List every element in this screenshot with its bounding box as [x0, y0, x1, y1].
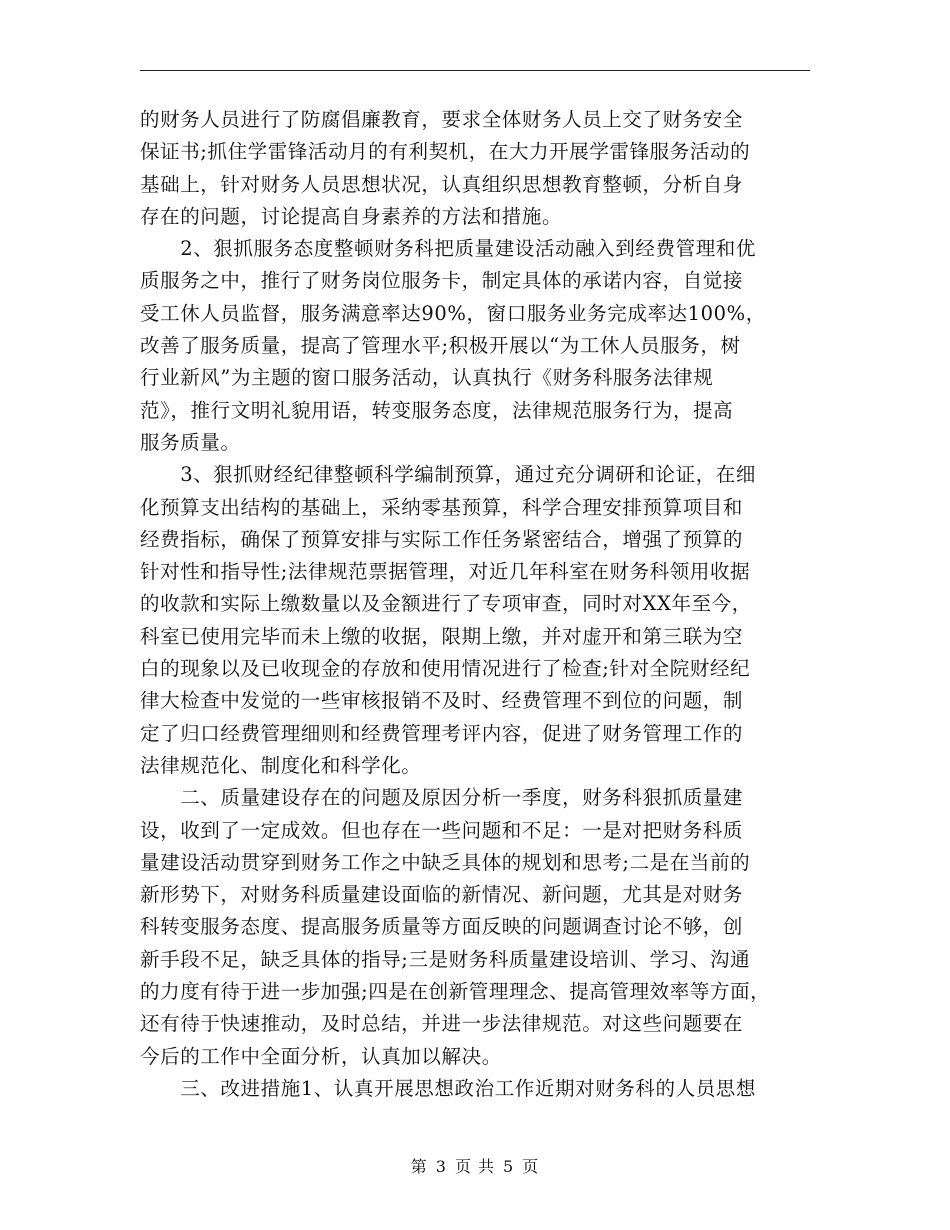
- text-line: 今后的工作中全面分析，认真加以解决。: [140, 1044, 502, 1068]
- footer-page-number: 3: [435, 1157, 447, 1176]
- text-line: 的力度有待于进一步加强;四是在创新管理理念、提高管理效率等方面，: [140, 980, 771, 1004]
- text-line: 法律规范化、制度化和科学化。: [140, 753, 422, 777]
- document-body: [140, 104, 820, 1105]
- footer-prefix: 第: [410, 1157, 428, 1176]
- footer-suffix: 页: [522, 1157, 540, 1176]
- text-line: 科转变服务态度、提高服务质量等方面反映的问题调查讨论不够，创: [140, 915, 744, 939]
- text-line: 的收款和实际上缴数量以及金额进行了专项审查，同时对XX年至今，: [140, 592, 752, 616]
- footer-total-pages: 5: [503, 1157, 515, 1176]
- text-line: 经费指标，确保了预算安排与实际工作任务紧密结合，增强了预算的: [140, 527, 744, 551]
- text-line: 行业新风”为主题的窗口服务活动，认真执行《财务科服务法律规: [140, 366, 714, 390]
- paragraph-start-line: 二、质量建设存在的问题及原因分析一季度，财务科狠抓质量建: [140, 786, 744, 810]
- text-line: 基础上，针对财务人员思想状况，认真组织思想教育整顿，分析自身: [140, 172, 744, 196]
- header-rule: [140, 70, 810, 71]
- footer-middle: 页 共: [454, 1157, 496, 1176]
- paragraph-start-line: 三、改进措施1、认真开展思想政治工作近期对财务科的人员思想: [140, 1076, 757, 1100]
- text-line: 新手段不足，缺乏具体的指导;三是财务科质量建设培训、学习、沟通: [140, 947, 751, 971]
- text-line: 设，收到了一定成效。但也存在一些问题和不足：一是对把财务科质: [140, 818, 744, 842]
- text-line: 服务质量。: [140, 430, 241, 454]
- text-line: 范》，推行文明礼貌用语，转变服务态度，法律规范服务行为，提高: [140, 398, 734, 422]
- text-line: 白的现象以及已收现金的存放和使用情况进行了检查;针对全院财经纪: [140, 657, 751, 681]
- text-line: 还有待于快速推动，及时总结，并进一步法律规范。对这些问题要在: [140, 1012, 744, 1036]
- text-line: 的财务人员进行了防腐倡廉教育，要求全体财务人员上交了财务安全: [140, 108, 744, 131]
- text-line: 化预算支出结构的基础上，采纳零基预算，科学合理安排预算项目和: [140, 495, 744, 519]
- text-line: 针对性和指导性;法律规范票据管理，对近几年科室在财务科领用收据: [140, 560, 751, 584]
- text-line: 新形势下，对财务科质量建设面临的新情况、新问题，尤其是对财务: [140, 883, 744, 907]
- paragraph-start-line: 3、狠抓财经纪律整顿科学编制预算，通过充分调研和论证，在细: [140, 463, 757, 487]
- text-line: 质服务之中，推行了财务岗位服务卡，制定具体的承诺内容，自觉接: [140, 269, 744, 293]
- text-line: 改善了服务质量，提高了管理水平;积极开展以“为工休人员服务，树: [140, 334, 741, 358]
- text-line: 保证书;抓住学雷锋活动月的有利契机，在大力开展学雷锋服务活动的: [140, 140, 751, 164]
- text-line: 定了归口经费管理细则和经费管理考评内容，促进了财务管理工作的: [140, 721, 744, 745]
- text-line: 量建设活动贯穿到财务工作之中缺乏具体的规划和思考;二是在当前的: [140, 850, 751, 874]
- page-footer: [0, 1154, 950, 1177]
- paragraph-start-line: 2、狠抓服务态度整顿财务科把质量建设活动融入到经费管理和优: [140, 237, 757, 261]
- text-line: 受工休人员监督，服务满意率达90%，窗口服务业务完成率达100%，: [140, 301, 766, 325]
- text-line: 律大检查中发觉的一些审核报销不及时、经费管理不到位的问题，制: [140, 689, 744, 713]
- text-line: 科室已使用完毕而未上缴的收据，限期上缴，并对虚开和第三联为空: [140, 624, 744, 648]
- text-line: 存在的问题，讨论提高自身素养的方法和措施。: [140, 204, 563, 228]
